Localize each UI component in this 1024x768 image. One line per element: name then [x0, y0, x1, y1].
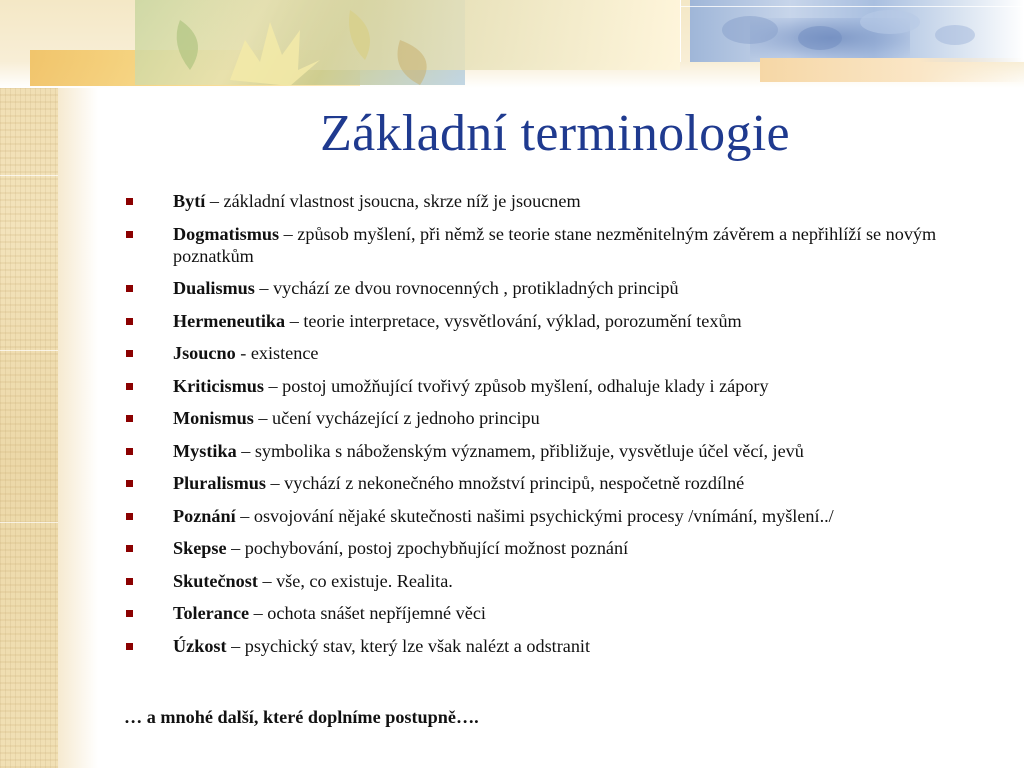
- list-item: [124, 190, 984, 212]
- bullet-square-icon: [126, 513, 133, 520]
- term-name: Pluralismus: [173, 473, 266, 493]
- term-name: Jsoucno: [173, 343, 236, 363]
- list-item: [124, 277, 984, 299]
- strip-divider: [0, 522, 58, 523]
- bullet-square-icon: [126, 448, 133, 455]
- bullet-square-icon: [126, 198, 133, 205]
- term-definition: – vše, co existuje. Realita.: [257, 570, 453, 591]
- term-definition: – pochybování, postoj zpochybňující možnost poznání: [226, 538, 629, 558]
- list-item: [124, 505, 984, 527]
- term-definition: – vychází ze dvou rovnocenných , protikladných principů: [254, 278, 679, 298]
- term-name: Monismus: [173, 408, 254, 428]
- term-definition: – symbolika s náboženským významem, přibližuje, vysvětluje účel věcí, jevů: [236, 440, 804, 461]
- bullet-square-icon: [126, 415, 133, 422]
- term-name: Tolerance: [173, 603, 250, 623]
- term-list: [124, 190, 984, 667]
- list-item: [124, 602, 984, 624]
- list-item: [124, 342, 984, 364]
- bullet-square-icon: [126, 383, 133, 390]
- term-name: Skutečnost: [173, 570, 258, 591]
- list-item: [124, 407, 984, 429]
- term-definition: – učení vycházející z jednoho principu: [253, 408, 540, 428]
- flower-icon: [690, 0, 1024, 62]
- term-definition: – způsob myšlení, při němž se teorie stane nezměnitelným závěrem a nepřihlíží se novým poznatkům: [173, 223, 937, 266]
- term-name: Bytí: [173, 191, 206, 211]
- list-item: [124, 570, 984, 592]
- term-name: Dualismus: [173, 278, 255, 298]
- bullet-square-icon: [126, 578, 133, 585]
- term-name: Poznání: [173, 505, 236, 526]
- term-name: Mystika: [173, 440, 237, 461]
- term-definition: - existence: [235, 343, 319, 363]
- term-definition: – teorie interpretace, vysvětlování, výklad, porozumění texům: [285, 310, 742, 331]
- bullet-square-icon: [126, 350, 133, 357]
- term-definition: – postoj umožňující tvořivý způsob myšlení, odhaluje klady i zápory: [263, 375, 769, 396]
- strip-divider: [0, 175, 58, 176]
- term-definition: – osvojování nějaké skutečnosti našimi psychickými procesy /vnímání, myšlení../: [235, 505, 834, 526]
- strip-divider: [0, 350, 58, 351]
- term-definition: – psychický stav, který lze však nalézt a odstranit: [226, 635, 591, 656]
- term-name: Dogmatismus: [173, 223, 280, 244]
- bullet-square-icon: [126, 480, 133, 487]
- list-item: [124, 375, 984, 397]
- term-name: Kriticismus: [173, 375, 264, 396]
- list-item: [124, 223, 984, 267]
- banner-divider: [680, 0, 681, 62]
- bullet-square-icon: [126, 545, 133, 552]
- bullet-square-icon: [126, 231, 133, 238]
- term-definition: – základní vlastnost jsoucna, skrze níž je jsoucnem: [205, 191, 581, 211]
- term-name: Hermeneutika: [173, 310, 286, 331]
- bullet-square-icon: [126, 318, 133, 325]
- bullet-square-icon: [126, 610, 133, 617]
- term-definition: – vychází z nekonečného množství principů, nespočetně rozdílné: [265, 473, 745, 493]
- term-definition: – ochota snášet nepříjemné věci: [249, 603, 486, 623]
- page-title: Základní terminologie: [320, 105, 790, 162]
- list-item: [124, 537, 984, 559]
- bullet-square-icon: [126, 643, 133, 650]
- footer-note: … a mnohé další, které doplníme postupně….: [124, 707, 479, 727]
- list-item: [124, 472, 984, 494]
- list-item: [124, 310, 984, 332]
- list-item: [124, 635, 984, 657]
- bullet-square-icon: [126, 285, 133, 292]
- term-name: Skepse: [173, 538, 227, 558]
- leaf-icon: [150, 0, 480, 88]
- list-item: [124, 440, 984, 462]
- decorative-banner: [0, 0, 1024, 88]
- term-name: Úzkost: [173, 635, 227, 656]
